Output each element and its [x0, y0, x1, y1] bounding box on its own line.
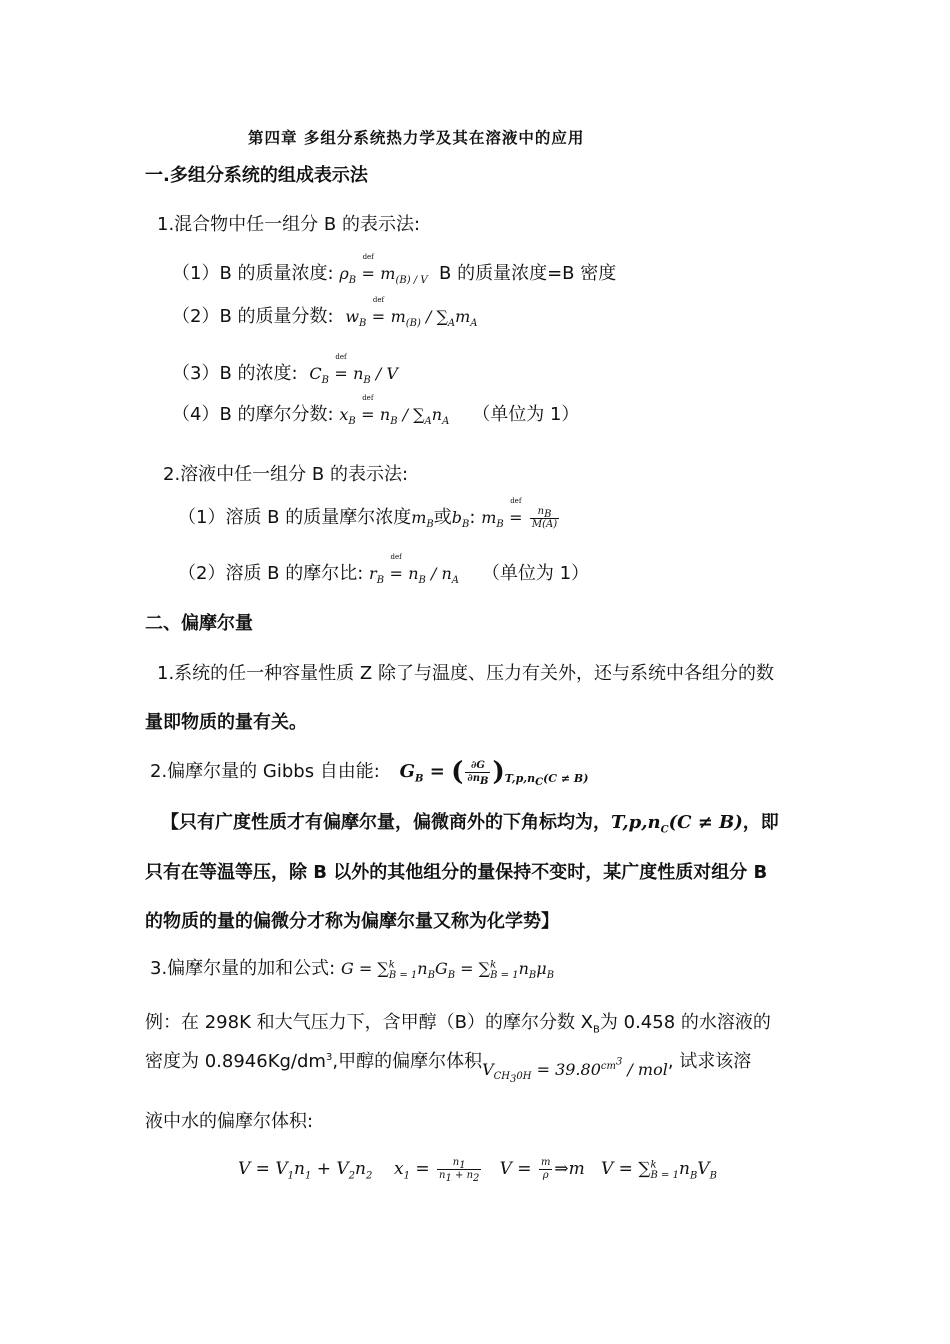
item-mass-fraction — [172, 296, 478, 330]
example-text: 密度为 0.8946Kg/dm — [145, 1051, 326, 1072]
item-mole-ratio — [178, 553, 590, 587]
formula-r-b: $r_B$ def = $n_B / n_A$ — [369, 553, 460, 587]
item-mole-fraction — [172, 394, 580, 428]
item-label: （1）溶质 B 的质量摩尔浓度 — [178, 507, 412, 528]
formula-x-b: $x_B$ def = $n_B / \sum_An_A$ — [339, 394, 450, 428]
item-label: （2）B 的质量分数: — [172, 306, 334, 327]
formula-c-b: $C_B$ def = $n_B$ / V — [309, 353, 398, 387]
item-note: B 的质量浓度=B 密度 — [439, 263, 617, 284]
example-line-1 — [145, 1011, 771, 1035]
or-text: 或 — [433, 507, 452, 528]
item-label: 3.偏摩尔量的加和公式: — [150, 958, 336, 979]
example-text-end: 为 0.458 的水溶液的 — [599, 1012, 771, 1033]
formula-m-b: $m_B$ def = $\frac{n_B}{M(A)}$ — [481, 497, 558, 531]
item-molality: （1）溶质 B 的质量摩尔浓度$m_B$或$b_B$: $m_B$ def = $\frac{n_B}{M(A)}$ — [178, 506, 561, 531]
chapter-title: 第四章 多组分系统热力学及其在溶液中的应用 — [248, 128, 585, 147]
item-note: （单位为 1） — [481, 563, 590, 584]
subscript-b: B — [593, 1024, 600, 1036]
formula-rho-b: $\rho_B$ def = $m_{(B) / V}$ — [339, 253, 428, 287]
paragraph-gibbs — [150, 757, 589, 788]
item-label: （4）B 的摩尔分数: — [172, 404, 334, 425]
formula-solution: $V = V_1n_1 + V_2n_2$ $x_1$ = $\frac{n_1}{n_1 + n_2}$ V = $\frac{m}{\rho}$ ⇒m $V = \sum^k_{B = 1}n_BV_B$ — [238, 1157, 717, 1184]
note-line-1 — [161, 811, 779, 835]
paragraph-sum-formula — [150, 957, 554, 981]
formula-gibbs-sum: $G = \sum^k_{B = 1}n_BG_B = \sum^k_{B = 1}n_B\mu_B$ — [340, 959, 555, 982]
formula-subscripts: $T,p,n_C(C \ne B)$ — [611, 812, 743, 836]
symbol-b-b: $b_B$ — [451, 508, 470, 531]
note-text: 【只有广度性质才有偏摩尔量，偏微商外的下角标均为， — [161, 812, 611, 833]
superscript-3: 3 — [325, 1052, 333, 1063]
formula-g-b: $G_B$ = ( $\frac{\partial G}{\partial n_B}$ )$_{T,p,n_C(C \ne B)}$ — [399, 757, 589, 788]
symbol-m-b: $m_B$ — [411, 508, 434, 531]
formula-v-ch3oh: $V_{CH_30H} = 39.80^{cm^3}$ / mol — [482, 1056, 668, 1086]
example-text-end: 试求该溶 — [679, 1051, 752, 1072]
subsection-1-2: 2.溶液中任一组分 B 的表示法: — [163, 464, 409, 485]
section-1-heading: 一.多组分系统的组成表示法 — [145, 165, 368, 186]
item-label: 2.偏摩尔量的 Gibbs 自由能: — [150, 761, 380, 782]
note-line-3: 的物质的量的偏微分才称为偏摩尔量又称为化学势】 — [145, 911, 559, 932]
example-line-2: 密度为 $0.8946Kg/dm^3$,甲醇的偏摩尔体积$V_{CH_30H} = 39.80^{cm^3}$ / mol, 试求该溶 — [145, 1051, 752, 1086]
example-text-mid: ,甲醇的偏摩尔体积 — [332, 1051, 483, 1072]
note-text-end: ，即 — [742, 812, 779, 833]
formula-w-b: $w_B$ def = $m_{(B)} / \sum_Am_A$ — [345, 296, 478, 330]
item-concentration — [172, 353, 398, 387]
item-note: （单位为 1） — [472, 404, 580, 425]
item-label: （3）B 的浓度: — [172, 363, 298, 384]
paragraph-1-line-2: 量即物质的量有关。 — [145, 712, 307, 733]
paragraph-1-line-1: 1.系统的任一种容量性质 Z 除了与温度、压力有关外，还与系统中各组分的数 — [157, 663, 774, 684]
item-mass-concentration — [172, 253, 617, 287]
example-line-3: 液中水的偏摩尔体积: — [145, 1111, 314, 1132]
note-line-2: 只有在等温等压，除 B 以外的其他组分的量保持不变时，某广度性质对组分 B — [145, 862, 768, 883]
subsection-1-1: 1.混合物中任一组分 B 的表示法: — [157, 214, 421, 235]
item-label: （1）B 的质量浓度: — [172, 263, 334, 284]
item-label: （2）溶质 B 的摩尔比: — [178, 563, 364, 584]
example-text: 例：在 298K 和大气压力下，含甲醇（B）的摩尔分数 X — [145, 1012, 594, 1033]
section-2-heading: 二、偏摩尔量 — [145, 613, 253, 634]
